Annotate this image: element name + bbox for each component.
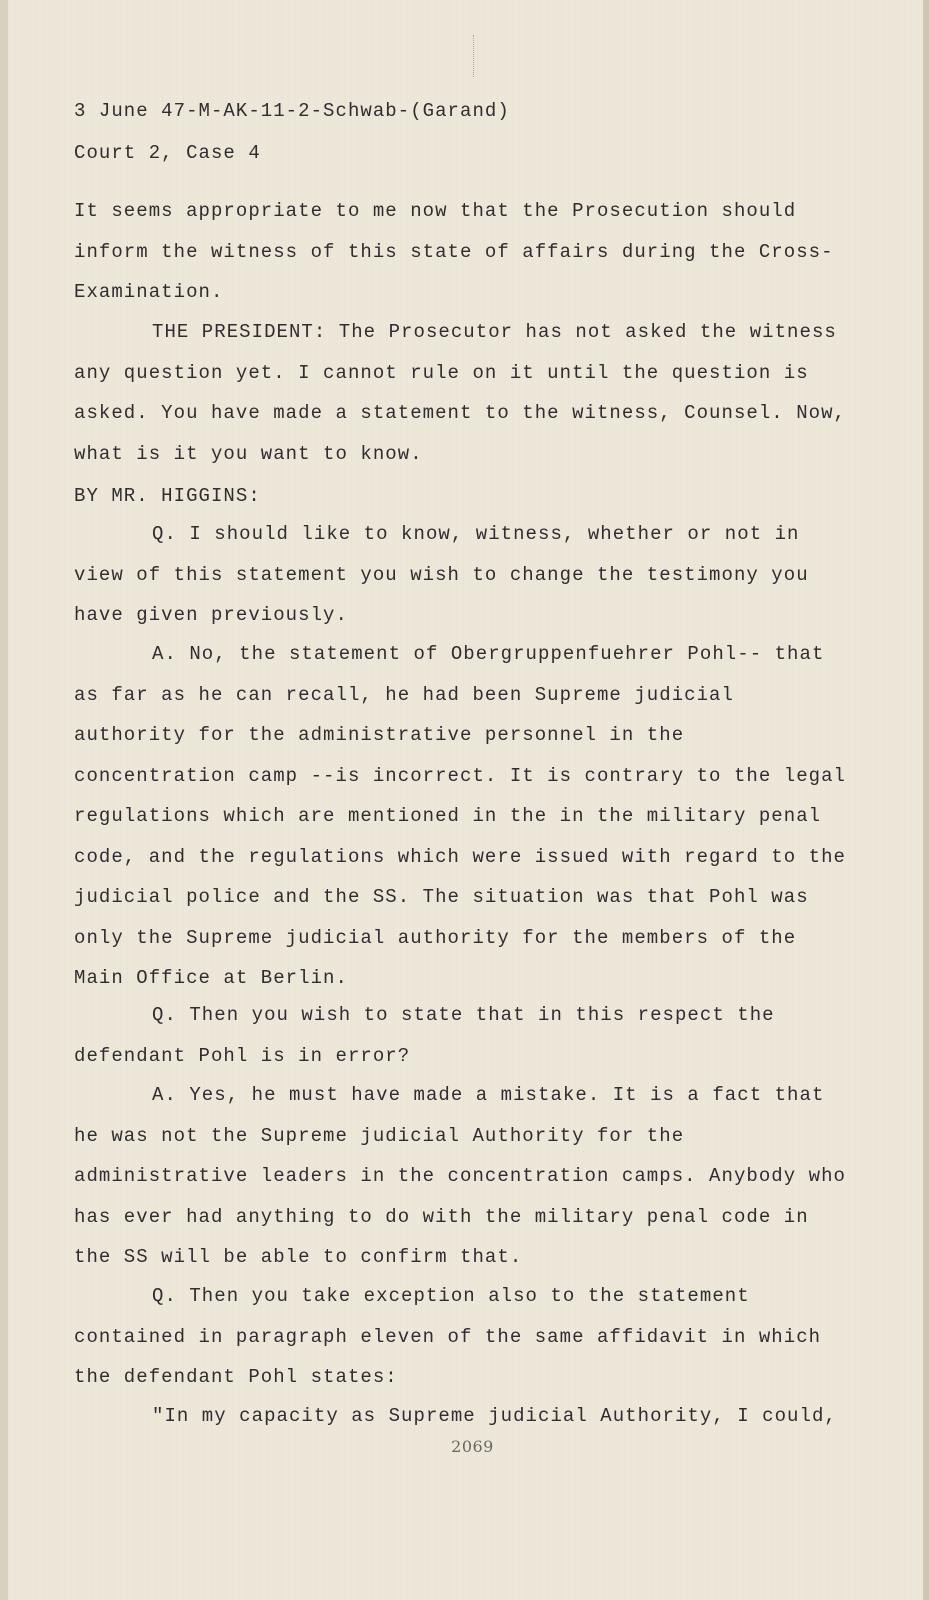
quotation-paragraph: "In my capacity as Supreme judicial Authority, I could, [152, 1405, 837, 1427]
examiner-heading: BY MR. HIGGINS: [74, 485, 261, 507]
speaker-label: THE PRESIDENT: [152, 321, 327, 343]
paragraph-text: The Prosecutor has not asked the witness any question yet. I cannot rule on it until the question is asked. You have made a statement to the witness, Counsel. Now, what is it you want to know. [74, 321, 847, 465]
header-court-case: Court 2, Case 4 [74, 142, 261, 164]
question-paragraph: Q. Then you take exception also to the statement contained in paragraph eleven of the same affidavit in which the defendant Pohl states: [74, 1285, 822, 1388]
question-paragraph: Q. I should like to know, witness, whether or not in view of this statement you wish to change the testimony you have given previously. [74, 523, 809, 626]
header-reference: 3 June 47-M-AK-11-2-Schwab-(Garand) [74, 100, 510, 122]
answer-paragraph: A. Yes, he must have made a mistake. It is a fact that he was not the Supreme judicial Authority for the administrative leaders in the concentration camps. Anybody who has ever had anything to do with the military penal code in the SS will be able to confirm that. [74, 1084, 847, 1268]
paragraph-president-ruling [74, 312, 854, 474]
question-paragraph: Q. Then you wish to state that in this respect the defendant Pohl is in error? [74, 1004, 775, 1067]
paragraph-counsel-statement: It seems appropriate to me now that the Prosecution should inform the witness of this state of affairs during the Cross-Examination. [74, 200, 834, 303]
page-number: 2069 [451, 1437, 494, 1456]
answer-paragraph: A. No, the statement of Obergruppenfuehrer Pohl-- that as far as he can recall, he had been Supreme judicial authority for the administrative personnel in the concentration camp --is incorrect. It is contrary to the legal regulations which are mentioned in the in the military penal code, and the regulations which were issued with regard to the judicial police and the SS. The situation was that Pohl was only the Supreme judicial authority for the members of the Main Office at Berlin. [74, 643, 847, 989]
fold-mark [473, 35, 475, 77]
